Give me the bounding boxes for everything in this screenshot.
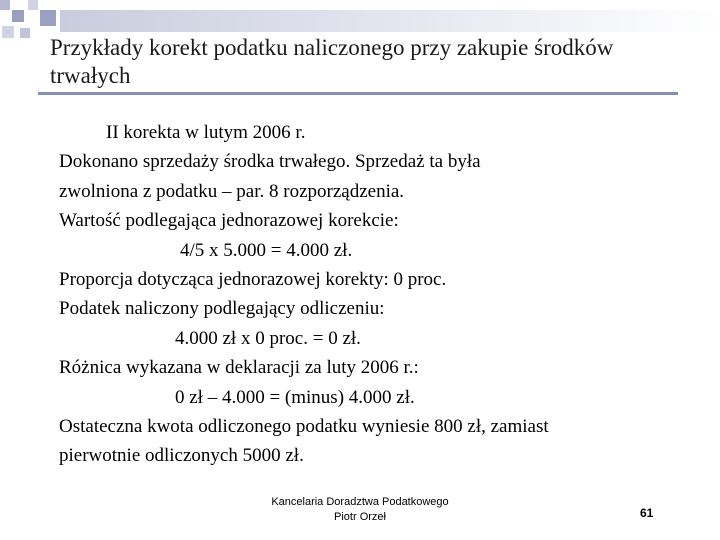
decor-square bbox=[2, 26, 14, 38]
body-line: Różnica wykazana w deklaracji za luty 2006 r.: bbox=[59, 357, 419, 379]
body-line: Ostateczna kwota odliczonego podatku wyniesie 800 zł, zamiast bbox=[59, 416, 549, 438]
body-line: Podatek naliczony podlegający odliczeniu: bbox=[59, 298, 385, 320]
footer-author: Piotr Orzeł bbox=[334, 511, 386, 523]
body-line: Proporcja dotycząca jednorazowej korekty: 0 proc. bbox=[59, 269, 447, 291]
decor-band bbox=[60, 10, 720, 32]
body-line: zwolniona z podatku – par. 8 rozporządzenia. bbox=[59, 180, 405, 202]
body-line: Dokonano sprzedaży środka trwałego. Sprzedaż ta była bbox=[59, 151, 481, 173]
body-line: II korekta w lutym 2006 r. bbox=[106, 122, 306, 143]
body-line: pierwotnie odliczonych 5000 zł. bbox=[59, 445, 304, 467]
decor-square bbox=[12, 10, 24, 22]
footer-company: Kancelaria Doradztwa Podatkowego bbox=[271, 496, 449, 508]
decor-square bbox=[20, 28, 30, 38]
body-line: 0 zł – 4.000 = (minus) 4.000 zł. bbox=[175, 386, 415, 408]
decor-square bbox=[28, 0, 38, 10]
decor-square bbox=[40, 10, 56, 26]
slide-title: Przykłady korekt podatku naliczonego przy zakupie środków trwałych bbox=[50, 35, 614, 88]
slide-body bbox=[59, 118, 699, 471]
title-underline bbox=[38, 92, 678, 95]
body-line: Wartość podlegająca jednorazowej korekcie: bbox=[59, 210, 399, 232]
page-number: 61 bbox=[640, 506, 654, 520]
body-line: 4.000 zł x 0 proc. = 0 zł. bbox=[175, 327, 361, 349]
decor-square bbox=[0, 0, 10, 10]
footer bbox=[240, 495, 480, 525]
body-line: 4/5 x 5.000 = 4.000 zł. bbox=[180, 239, 353, 261]
